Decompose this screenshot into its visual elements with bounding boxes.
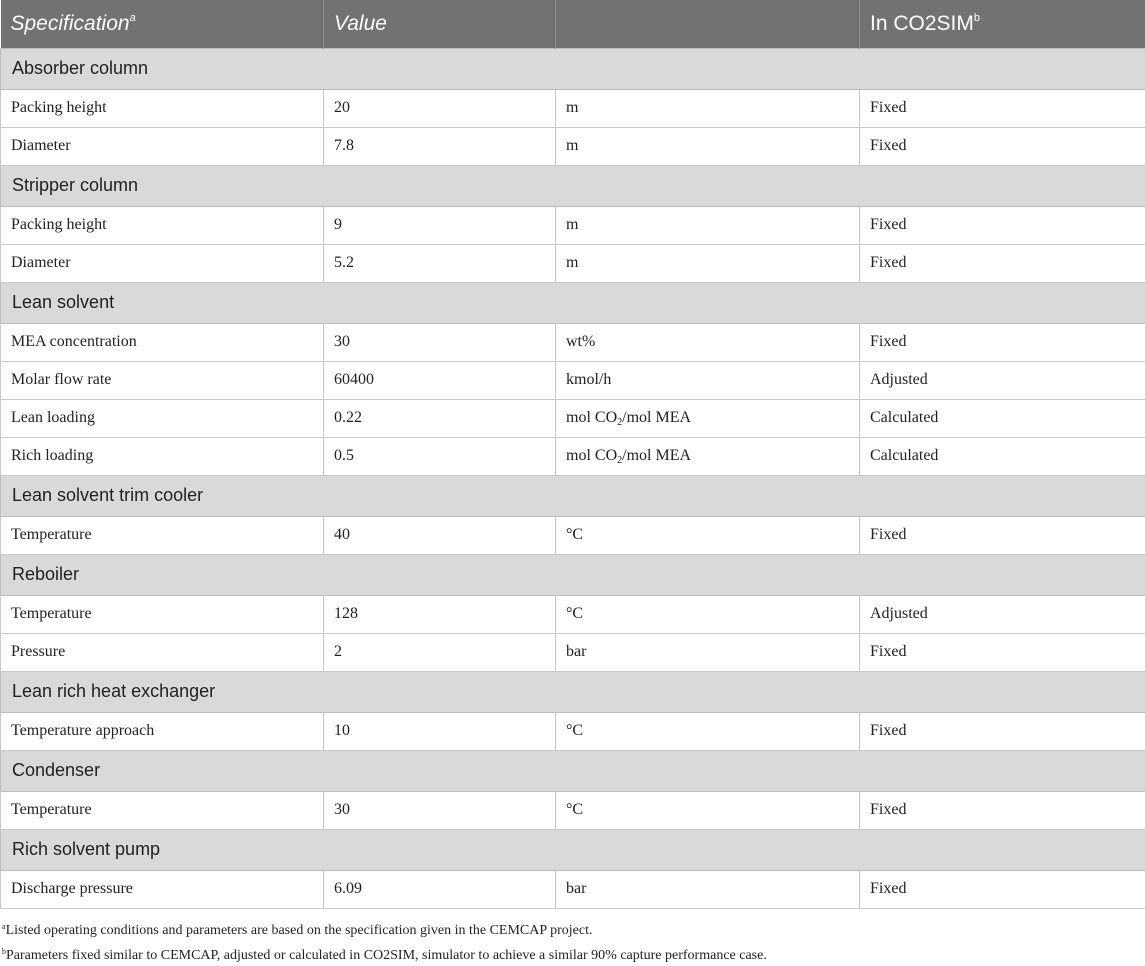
table-row <box>1 437 1145 475</box>
cell-specification: Diameter <box>1 127 324 165</box>
table-row <box>1 791 1145 829</box>
table-row <box>1 206 1145 244</box>
cell-specification: Lean loading <box>1 399 324 437</box>
cell-value: 5.2 <box>324 244 556 282</box>
section-row <box>1 671 1145 712</box>
table-row <box>1 516 1145 554</box>
cell-unit: m <box>556 89 860 127</box>
cell-in-co2sim: Calculated <box>860 399 1145 437</box>
cell-value: 6.09 <box>324 870 556 908</box>
cell-value: 20 <box>324 89 556 127</box>
cell-unit: °C <box>556 595 860 633</box>
section-title: Absorber column <box>1 48 1145 89</box>
table-row <box>1 633 1145 671</box>
cell-unit: °C <box>556 516 860 554</box>
cell-value: 128 <box>324 595 556 633</box>
section-row <box>1 165 1145 206</box>
table-row <box>1 399 1145 437</box>
footnote-a: $^a$Listed operating conditions and parameters are based on the specification given in the CEMCAP project. <box>2 916 1145 941</box>
unit-part: /mol MEA <box>622 409 691 426</box>
header-unit <box>556 0 860 48</box>
unit-subscript: 2 <box>617 455 622 466</box>
cell-value: 40 <box>324 516 556 554</box>
section-title: Condenser <box>1 750 1145 791</box>
section-row <box>1 554 1145 595</box>
cell-specification: MEA concentration <box>1 323 324 361</box>
cell-specification: Discharge pressure <box>1 870 324 908</box>
cell-unit <box>556 399 860 437</box>
footnote-b: $^b$Parameters fixed similar to CEMCAP, adjusted or calculated in CO2SIM, simulator to achieve a similar 90% capture performance case. <box>2 941 1145 966</box>
table-row <box>1 712 1145 750</box>
section-row <box>1 750 1145 791</box>
table-row <box>1 127 1145 165</box>
header-value: Value <box>324 0 556 48</box>
cell-specification: Molar flow rate <box>1 361 324 399</box>
cell-unit: °C <box>556 712 860 750</box>
section-title: Lean solvent <box>1 282 1145 323</box>
cell-value: 7.8 <box>324 127 556 165</box>
cell-in-co2sim: Fixed <box>860 516 1145 554</box>
table-row <box>1 870 1145 908</box>
cell-value: 30 <box>324 323 556 361</box>
cell-in-co2sim: Fixed <box>860 712 1145 750</box>
section-title: Rich solvent pump <box>1 829 1145 870</box>
cell-unit: bar <box>556 633 860 671</box>
unit-subscript: 2 <box>617 417 622 428</box>
table-body <box>1 48 1145 908</box>
section-title: Lean rich heat exchanger <box>1 671 1145 712</box>
cell-in-co2sim: Fixed <box>860 323 1145 361</box>
cell-unit: m <box>556 127 860 165</box>
table-row <box>1 323 1145 361</box>
table-header-row <box>1 0 1145 48</box>
cell-in-co2sim: Fixed <box>860 244 1145 282</box>
cell-in-co2sim: Fixed <box>860 791 1145 829</box>
cell-unit: m <box>556 206 860 244</box>
cell-unit: bar <box>556 870 860 908</box>
cell-in-co2sim: Fixed <box>860 89 1145 127</box>
header-specification: Specification$^a$ <box>1 0 324 48</box>
cell-value: 9 <box>324 206 556 244</box>
cell-specification: Pressure <box>1 633 324 671</box>
section-row <box>1 829 1145 870</box>
cell-in-co2sim: Fixed <box>860 870 1145 908</box>
section-row <box>1 282 1145 323</box>
cell-unit: °C <box>556 791 860 829</box>
cell-in-co2sim: Fixed <box>860 127 1145 165</box>
cell-unit <box>556 437 860 475</box>
header-in-co2sim: In CO2SIM$^b$ <box>860 0 1145 48</box>
cell-value: 0.22 <box>324 399 556 437</box>
cell-specification: Diameter <box>1 244 324 282</box>
cell-in-co2sim: Adjusted <box>860 595 1145 633</box>
section-title: Reboiler <box>1 554 1145 595</box>
unit-part: mol CO <box>566 409 617 426</box>
cell-specification: Temperature <box>1 516 324 554</box>
cell-in-co2sim: Fixed <box>860 633 1145 671</box>
table-row <box>1 244 1145 282</box>
section-row <box>1 475 1145 516</box>
cell-value: 10 <box>324 712 556 750</box>
section-title: Stripper column <box>1 165 1145 206</box>
table-row <box>1 595 1145 633</box>
cell-in-co2sim: Calculated <box>860 437 1145 475</box>
cell-value: 0.5 <box>324 437 556 475</box>
cell-specification: Temperature <box>1 595 324 633</box>
cell-specification: Packing height <box>1 206 324 244</box>
cell-unit: kmol/h <box>556 361 860 399</box>
table-row <box>1 361 1145 399</box>
unit-part: mol CO <box>566 447 617 464</box>
cell-specification: Packing height <box>1 89 324 127</box>
section-title: Lean solvent trim cooler <box>1 475 1145 516</box>
cell-in-co2sim: Fixed <box>860 206 1145 244</box>
cell-specification: Temperature approach <box>1 712 324 750</box>
table-row <box>1 89 1145 127</box>
footnotes <box>0 909 1145 966</box>
cell-unit: m <box>556 244 860 282</box>
cell-specification: Temperature <box>1 791 324 829</box>
cell-value: 60400 <box>324 361 556 399</box>
unit-part: /mol MEA <box>622 447 691 464</box>
cell-in-co2sim: Adjusted <box>860 361 1145 399</box>
cell-unit: wt% <box>556 323 860 361</box>
cell-specification: Rich loading <box>1 437 324 475</box>
cell-value: 2 <box>324 633 556 671</box>
cell-value: 30 <box>324 791 556 829</box>
section-row <box>1 48 1145 89</box>
